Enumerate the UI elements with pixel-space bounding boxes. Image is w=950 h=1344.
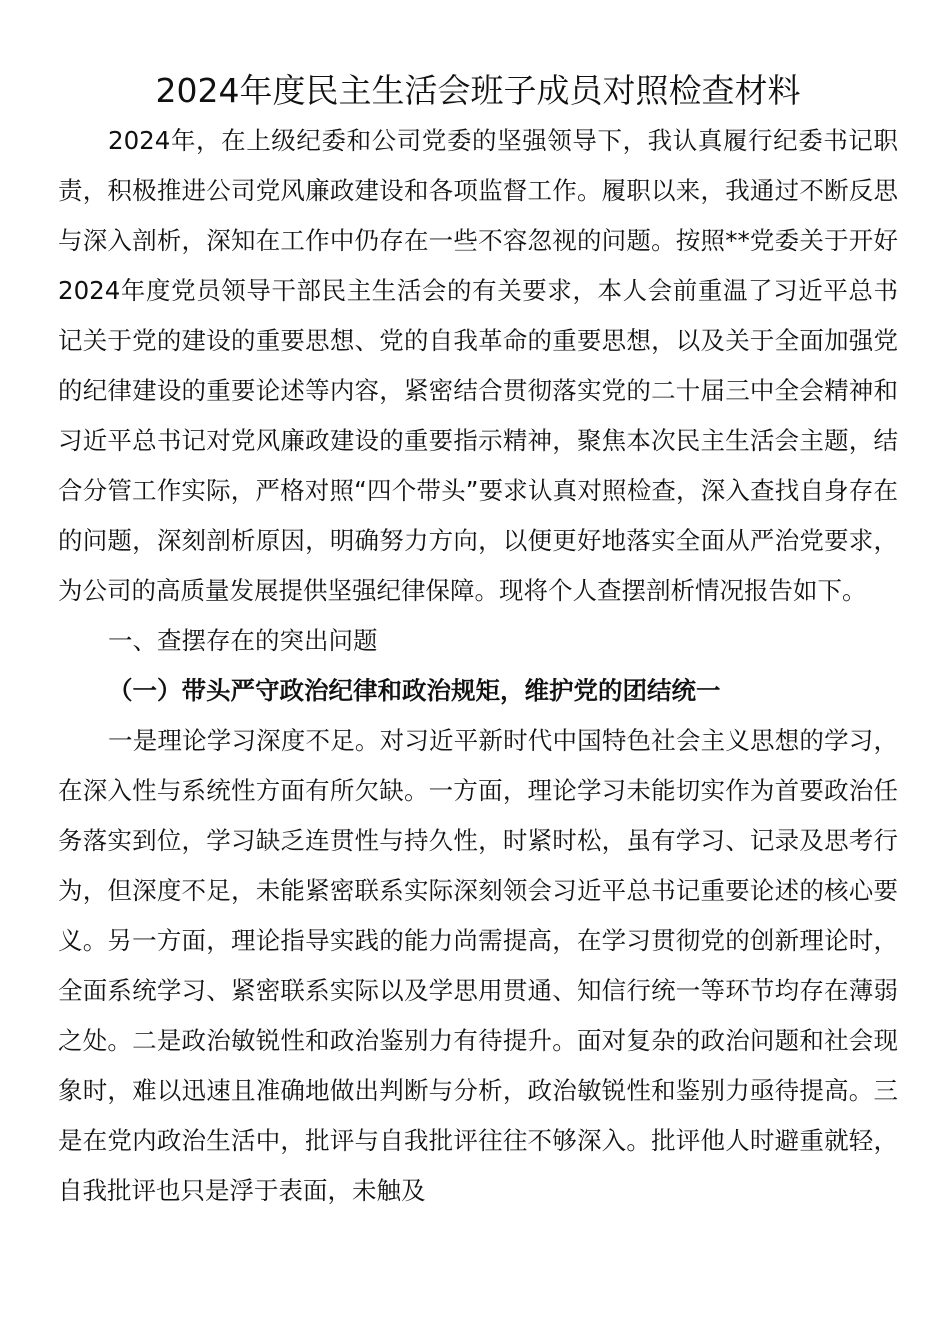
- section-heading: 一、查摆存在的突出问题: [108, 626, 378, 655]
- body-paragraph: 一是理论学习深度不足。对习近平新时代中国特色社会主义思想的学习，在深入性与系统性方面有所欠缺。一方面，理论学习未能切实作为首要政治任务落实到位，学习缺乏连贯性与持久性，时紧时松，虽有学习、记录及思考行为，但深度不足，未能紧密联系实际深刻领会习近平总书记重要论述的核心要义。另一方面，理论指导实践的能力尚需提高，在学习贯彻党的创新理论时，全面系统学习、紧密联系实际以及学思用贯通、知信行统一等环节均存在薄弱之处。二是政治敏锐性和政治鉴别力有待提升。面对复杂的政治问题和社会现象时，难以迅速且准确地做出判断与分析，政治敏锐性和鉴别力亟待提高。三是在党内政治生活中，批评与自我批评往往不够深入。批评他人时避重就轻，自我批评也只是浮于表面，未触及: [58, 726, 898, 1205]
- intro-paragraph: 2024年，在上级纪委和公司党委的坚强领导下，我认真履行纪委书记职责，积极推进公司党风廉政建设和各项监督工作。履职以来，我通过不断反思与深入剖析，深知在工作中仍存在一些不容忽视的问题。按照**党委关于开好2024年度党员领导干部民主生活会的有关要求，本人会前重温了习近平总书记关于党的建设的重要思想、党的自我革命的重要思想，以及关于全面加强党的纪律建设的重要论述等内容，紧密结合贯彻落实党的二十届三中全会精神和习近平总书记对党风廉政建设的重要指示精神，聚焦本次民主生活会主题，结合分管工作实际，严格对照“四个带头”要求认真对照检查，深入查找自身存在的问题，深刻剖析原因，明确努力方向，以便更好地落实全面从严治党要求，为公司的高质量发展提供坚强纪律保障。现将个人查摆剖析情况报告如下。: [58, 126, 898, 605]
- subsection-heading: （一）带头严守政治纪律和政治规矩，维护党的团结统一: [108, 676, 721, 705]
- document-page: [58, 66, 898, 1216]
- document-title: 2024年度民主生活会班子成员对照检查材料: [155, 71, 801, 110]
